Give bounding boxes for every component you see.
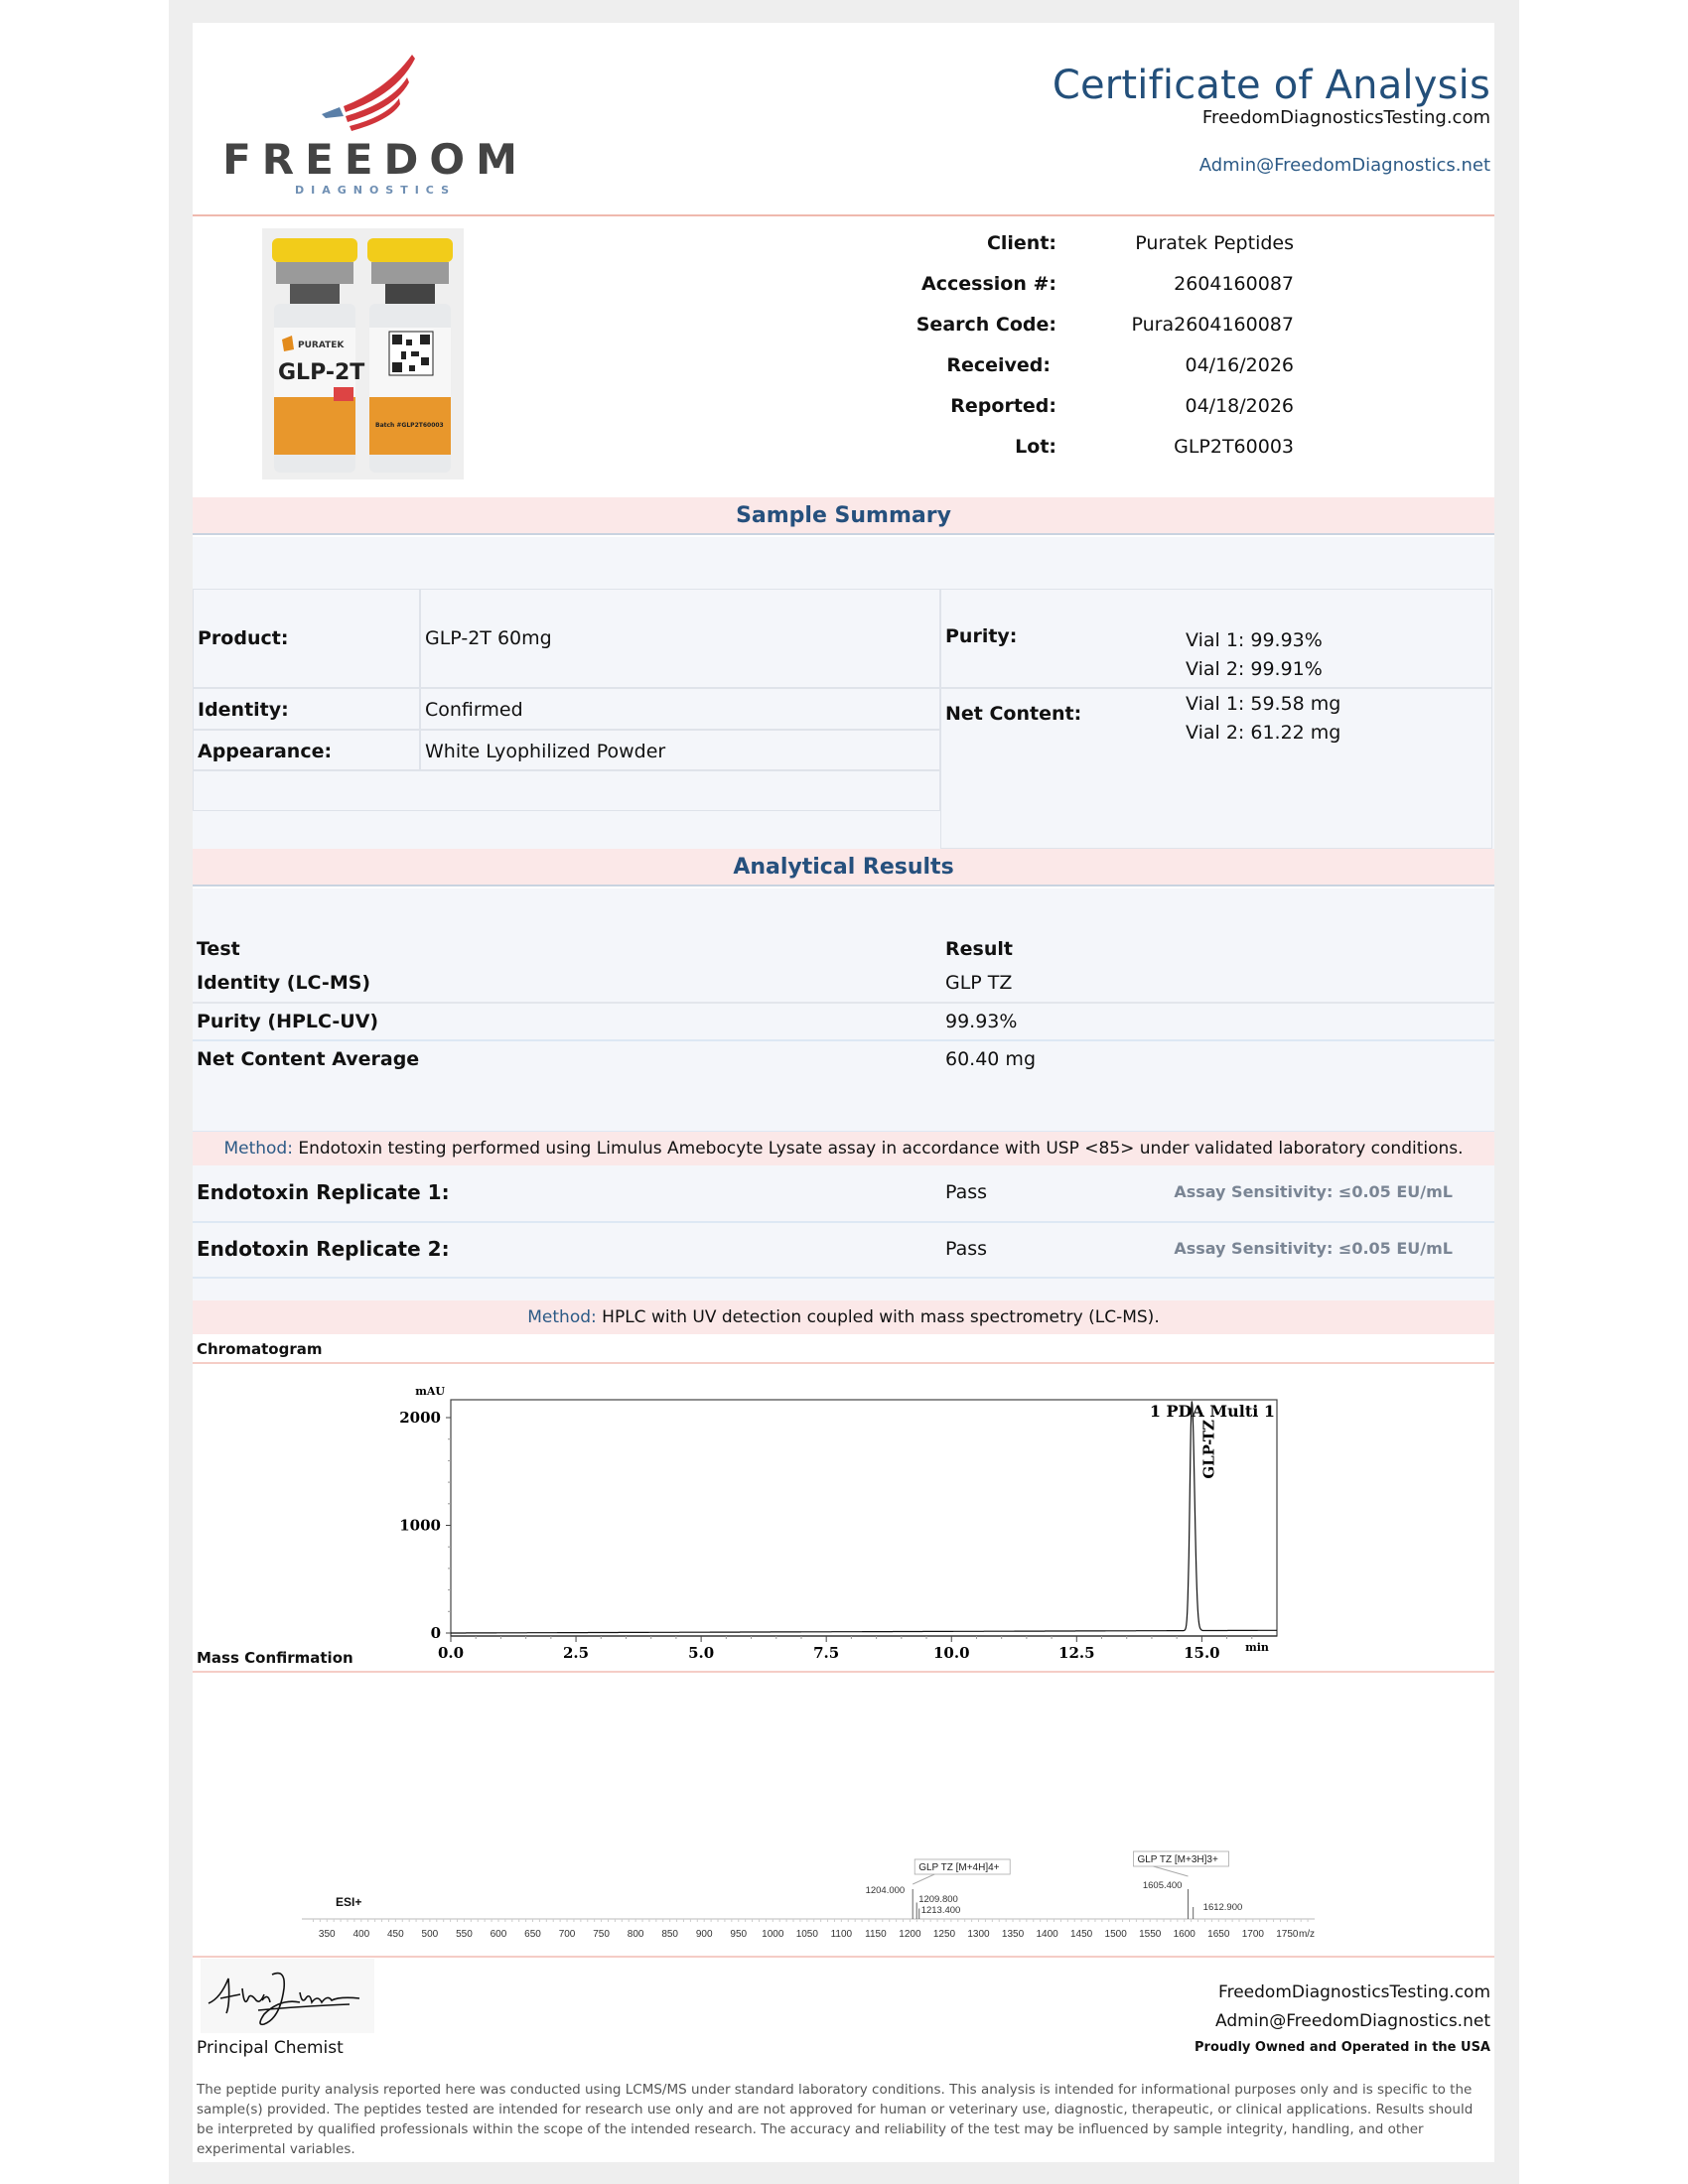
product-vials-image (262, 228, 464, 479)
x-tick-label: 1550 (1139, 1929, 1162, 1940)
signer-title: Principal Chemist (197, 2038, 344, 2058)
purity-label: Purity: (945, 625, 1018, 647)
x-axis-label: m/z (1298, 1929, 1316, 1940)
footer-email[interactable]: Admin@FreedomDiagnostics.net (1215, 2011, 1490, 2031)
x-tick-label: 1600 (1173, 1929, 1196, 1940)
info-value: 04/18/2026 (1185, 395, 1294, 417)
info-row-lot (788, 430, 1384, 471)
x-tick-label: 2.5 (563, 1644, 590, 1662)
info-row-client (788, 226, 1384, 267)
plot-frame (451, 1400, 1277, 1636)
cell-empty (193, 770, 940, 811)
document-title: Certificate of Analysis (1052, 63, 1490, 108)
info-value: Puratek Peptides (1135, 232, 1294, 254)
cell-identity-value: Confirmed (420, 688, 940, 730)
x-axis-label: min (1245, 1641, 1269, 1654)
footer-website[interactable]: FreedomDiagnosticsTesting.com (1218, 1982, 1490, 2002)
chromatogram-divider (193, 1362, 1494, 1364)
x-tick-label: 5.0 (688, 1644, 715, 1662)
svg-text:PURATEK: PURATEK (298, 341, 345, 350)
vial-left (272, 238, 364, 473)
header-divider (193, 214, 1494, 216)
info-label: Client: (986, 232, 1056, 254)
x-tick-label: 1700 (1241, 1929, 1264, 1940)
net-content-vial-2: Vial 2: 61.22 mg (1186, 722, 1341, 744)
peak-mz-label: 1612.900 (1202, 1902, 1243, 1913)
mass-confirmation-title: Mass Confirmation (197, 1649, 353, 1667)
info-label: Lot: (1015, 436, 1056, 458)
row-divider (193, 1039, 1494, 1041)
info-value: Pura2604160087 (1131, 314, 1294, 336)
x-tick-label: 850 (661, 1929, 679, 1940)
cell-product-value: GLP-2T 60mg (420, 589, 940, 688)
x-tick-label: 350 (318, 1929, 336, 1940)
x-tick-label: 1000 (762, 1929, 784, 1940)
x-tick-label: 450 (387, 1929, 404, 1940)
y-tick-label: 1000 (399, 1516, 441, 1535)
x-tick-label: 500 (421, 1929, 439, 1940)
purity-vial-1: Vial 1: 99.93% (1186, 629, 1323, 651)
lcms-method-note: Method: HPLC with UV detection coupled with mass spectrometry (LC-MS). (193, 1300, 1494, 1334)
info-label: Accession #: (921, 273, 1056, 295)
x-tick-label: 950 (730, 1929, 748, 1940)
qr-code-icon (389, 332, 433, 375)
purity-vial-2: Vial 2: 99.91% (1186, 658, 1323, 680)
eagle-icon (322, 55, 415, 131)
peak-mz-label: 1204.000 (865, 1885, 906, 1896)
column-header-result: Result (945, 938, 1013, 960)
info-row-received (788, 348, 1384, 389)
peak-mz-label: 1209.800 (918, 1894, 958, 1905)
section-header-analytical-results: Analytical Results (193, 849, 1494, 887)
row-divider (193, 1002, 1494, 1004)
svg-text:GLP-2T: GLP-2T (278, 360, 365, 385)
svg-text:Batch #GLP2T60003: Batch #GLP2T60003 (375, 422, 444, 429)
info-value: GLP2T60003 (1174, 436, 1294, 458)
info-label: Search Code: (915, 314, 1056, 336)
info-label: Reported: (950, 395, 1056, 417)
peak-label: GLP-TZ (1199, 1420, 1218, 1479)
x-tick-label: 800 (627, 1929, 644, 1940)
cell-net-content (940, 688, 1492, 849)
client-info (788, 226, 1384, 471)
x-tick-label: 1500 (1104, 1929, 1127, 1940)
annotation-label: GLP TZ [M+4H]4+ (918, 1862, 1000, 1873)
info-label: Received: (946, 354, 1051, 376)
brand-name: FREEDOM (222, 135, 528, 184)
cell-appearance-value: White Lyophilized Powder (420, 730, 940, 770)
chromatogram-title: Chromatogram (197, 1340, 323, 1358)
endotoxin-row-2: Endotoxin Replicate 2: Pass Assay Sensitivity: ≤0.05 EU/mL (197, 1237, 1453, 1261)
x-tick-label: 7.5 (813, 1644, 840, 1662)
analytical-results-panel: Test Result Identity (LC-MS) GLP TZ Purity (HPLC-UV) 99.93% Net Content Average 60.40 mg (193, 888, 1494, 1132)
x-tick-label: 900 (695, 1929, 713, 1940)
y-axis-label: mAU (415, 1385, 445, 1398)
freedom-diagnostics-logo (222, 35, 528, 204)
info-value: 2604160087 (1174, 273, 1294, 295)
brand-sub: DIAGNOSTICS (294, 184, 457, 197)
x-tick-label: 1450 (1070, 1929, 1093, 1940)
section-header-sample-summary: Sample Summary (193, 497, 1494, 535)
x-tick-label: 1100 (830, 1929, 853, 1940)
info-row-accession (788, 267, 1384, 308)
cell-identity-label: Identity: (193, 688, 420, 730)
x-tick-label: 15.0 (1184, 1644, 1220, 1662)
chart-title: 1 PDA Multi 1 (1149, 1402, 1275, 1421)
x-tick-label: 750 (593, 1929, 610, 1940)
x-tick-label: 400 (352, 1929, 370, 1940)
chromatogram-trace (451, 1402, 1277, 1634)
chromatogram-chart (282, 1365, 1424, 1663)
footer-divider (193, 1956, 1494, 1958)
x-tick-label: 700 (558, 1929, 576, 1940)
info-row-search-code (788, 308, 1384, 348)
cell-appearance-label: Appearance: (193, 730, 420, 770)
x-tick-label: 1300 (967, 1929, 990, 1940)
y-tick-label: 2000 (399, 1409, 441, 1427)
info-row-reported (788, 389, 1384, 430)
y-tick-label: 0 (430, 1624, 441, 1642)
sample-summary-panel (193, 537, 1494, 865)
x-tick-label: 0.0 (437, 1644, 465, 1662)
certificate-sheet (193, 23, 1494, 2162)
x-tick-label: 12.5 (1058, 1644, 1095, 1662)
peak-mz-label: 1605.400 (1142, 1880, 1183, 1891)
info-value: 04/16/2026 (1185, 354, 1294, 376)
net-content-label: Net Content: (945, 703, 1082, 725)
x-tick-label: 550 (456, 1929, 473, 1940)
peak-mz-label: 1213.400 (920, 1905, 961, 1916)
vial-right (367, 238, 453, 473)
x-tick-label: 1750 (1276, 1929, 1299, 1940)
disclaimer-text: The peptide purity analysis reported here was conducted using LCMS/MS under standard laboratory conditions. This analysis is intended for informational purposes only and is specific to the sample(s) provided. The peptides tested are intended for research use only and are not approved for human or veterinary use, diagnostic, therapeutic, or clinical applications. Results should be interpreted by qualified professionals within the scope of the intended research. The accuracy and reliability of the test may be influenced by sample integrity, handling, and other experimental variables. (197, 2082, 1474, 2157)
x-tick-label: 650 (524, 1929, 541, 1940)
x-tick-label: 600 (490, 1929, 507, 1940)
x-tick-label: 1250 (932, 1929, 956, 1940)
endotoxin-method-note: Method: Endotoxin testing performed using Limulus Amebocyte Lysate assay in accordance with USP <85> under validated laboratory conditions. (193, 1132, 1494, 1165)
annotation-label: GLP TZ [M+3H]3+ (1137, 1854, 1218, 1865)
ionization-mode-label: ESI+ (336, 1895, 362, 1909)
x-tick-label: 1400 (1036, 1929, 1058, 1940)
cell-purity (940, 589, 1492, 688)
x-tick-label: 1150 (865, 1929, 887, 1940)
mass-spectrum-chart (282, 1810, 1414, 1949)
x-tick-label: 1200 (899, 1929, 921, 1940)
x-tick-label: 1350 (1001, 1929, 1025, 1940)
annotation-leader (913, 1874, 934, 1884)
x-tick-label: 1050 (795, 1929, 818, 1940)
annotation-leader (1153, 1866, 1188, 1876)
cell-product-label: Product: (193, 589, 420, 688)
x-tick-label: 1650 (1207, 1929, 1230, 1940)
mass-divider (193, 1671, 1494, 1673)
header-email[interactable]: Admin@FreedomDiagnostics.net (1198, 155, 1490, 176)
row-divider (193, 1277, 1494, 1279)
x-tick-label: 10.0 (932, 1644, 970, 1662)
column-header-test: Test (197, 938, 240, 960)
endotoxin-row-1: Endotoxin Replicate 1: Pass Assay Sensitivity: ≤0.05 EU/mL (197, 1180, 1453, 1204)
footer-tagline: Proudly Owned and Operated in the USA (1195, 2040, 1490, 2055)
header-website[interactable]: FreedomDiagnosticsTesting.com (1201, 107, 1490, 128)
net-content-vial-1: Vial 1: 59.58 mg (1186, 693, 1341, 715)
endotoxin-panel (193, 1165, 1494, 1300)
signature-image (201, 1959, 374, 2033)
